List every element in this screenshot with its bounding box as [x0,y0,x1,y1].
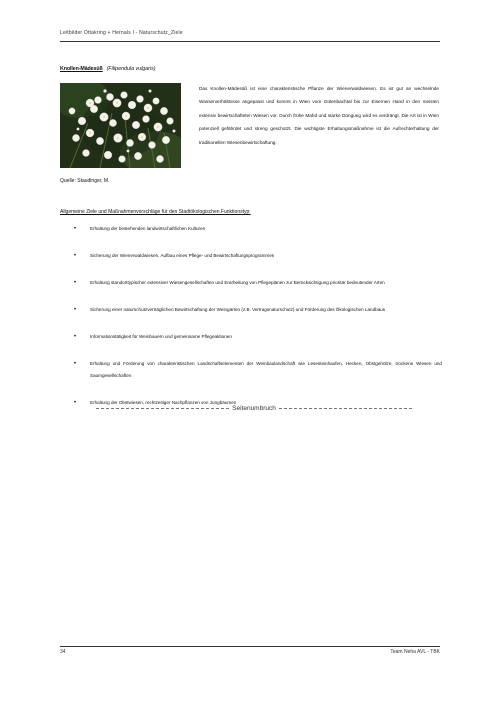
species-description: Das Knollen-Mädesüß ist eine charakteristische Pflanze der Wienerwaldwiesen. Es ist gut an wechselnde Wasserverhältnisse angepasst und kommt in Wien vom Gütenbachtal bis zur Eisernen Hand in den meisten extensiv bewirtschafteten Wiesen vor. Durch frühe Mahd und starke Düngung wird es verdrängt. Die Art ist in Wien potenziell gefährdet und streng geschützt. Die wichtigste Erhaltungsmaßnahme ist die Aufrechterhaltung der traditionellen Wiesenbewirtschaftung. [199,86,439,145]
footer-rule [60,646,440,647]
list-item [60,358,442,383]
header-rule [60,41,440,42]
species-common-name: Knollen-Mädesüß [60,66,103,72]
goal-text: Informationstätigkeit für Weinbauern und gemeinsame Pflegeaktionen [90,333,232,339]
bullet-icon: • [74,252,77,259]
list-item [60,250,442,262]
goals-list [60,223,442,424]
page-number: 34 [60,649,66,655]
goals-heading: Allgemeine Ziele und Maßnahmenvorschläge für den Stadtökologischen Funktionstyp: [60,209,251,215]
species-photo [60,83,181,168]
page-break-marker [96,403,412,413]
list-item [60,304,442,316]
page-break-dash-left [96,408,229,409]
goal-text: Sicherung der Wienerwaldwiesen, Aufbau eines Pflege- und Bewirtschaftungsprogrammes [90,252,275,258]
list-item [60,331,442,343]
photo-caption: Quelle: Staudinger, M. [60,178,110,184]
goal-text: Erhaltung der bestehenden landwirtschaftlichen Kulturen [90,226,206,231]
bullet-icon: • [74,399,77,406]
running-header: Leitbilder Ottakring + Hernals I - Naturschutz_Ziele [60,30,183,36]
list-item [60,277,442,289]
goal-text: Erhaltung und Förderung von charakteristischen Landschaftselementen der Weinbaulandschaft wie Lesesteinhaufen, Hecken, Obstgehölze, trockene Wiesen und Saumgesellschaften [90,360,442,378]
page-break-label: Seitenumbruch [232,404,276,412]
goal-text: Erhaltung der Obstwiesen, rechtzeitiger Nachpflanzen von Jungbäumen [90,399,237,405]
page-break-dash-right [279,408,412,409]
species-latin-name: (Filipendula vulgaris) [106,66,156,72]
bullet-icon: • [74,360,77,367]
bullet-icon: • [74,279,77,286]
footer-team: Team Neha AVL - TBK [390,649,440,655]
goal-text: Sicherung einer naturschutzverträglichen Bewirtschaftung der Weingärten (z.B. Vertragsnaturschutz) und Förderung des Ökologischen Landbaus [90,306,386,312]
bullet-icon: • [74,333,77,340]
bullet-icon: • [74,226,77,232]
species-title [60,66,156,72]
goal-text: Erhaltung standorttypischer extensiver Wiesengesellschaften und Erarbeitung von Pflegeplänen zur Berücksichtigung prioritär bedeutender Arten [90,279,385,285]
bullet-icon: • [74,306,77,313]
list-item [60,223,442,235]
